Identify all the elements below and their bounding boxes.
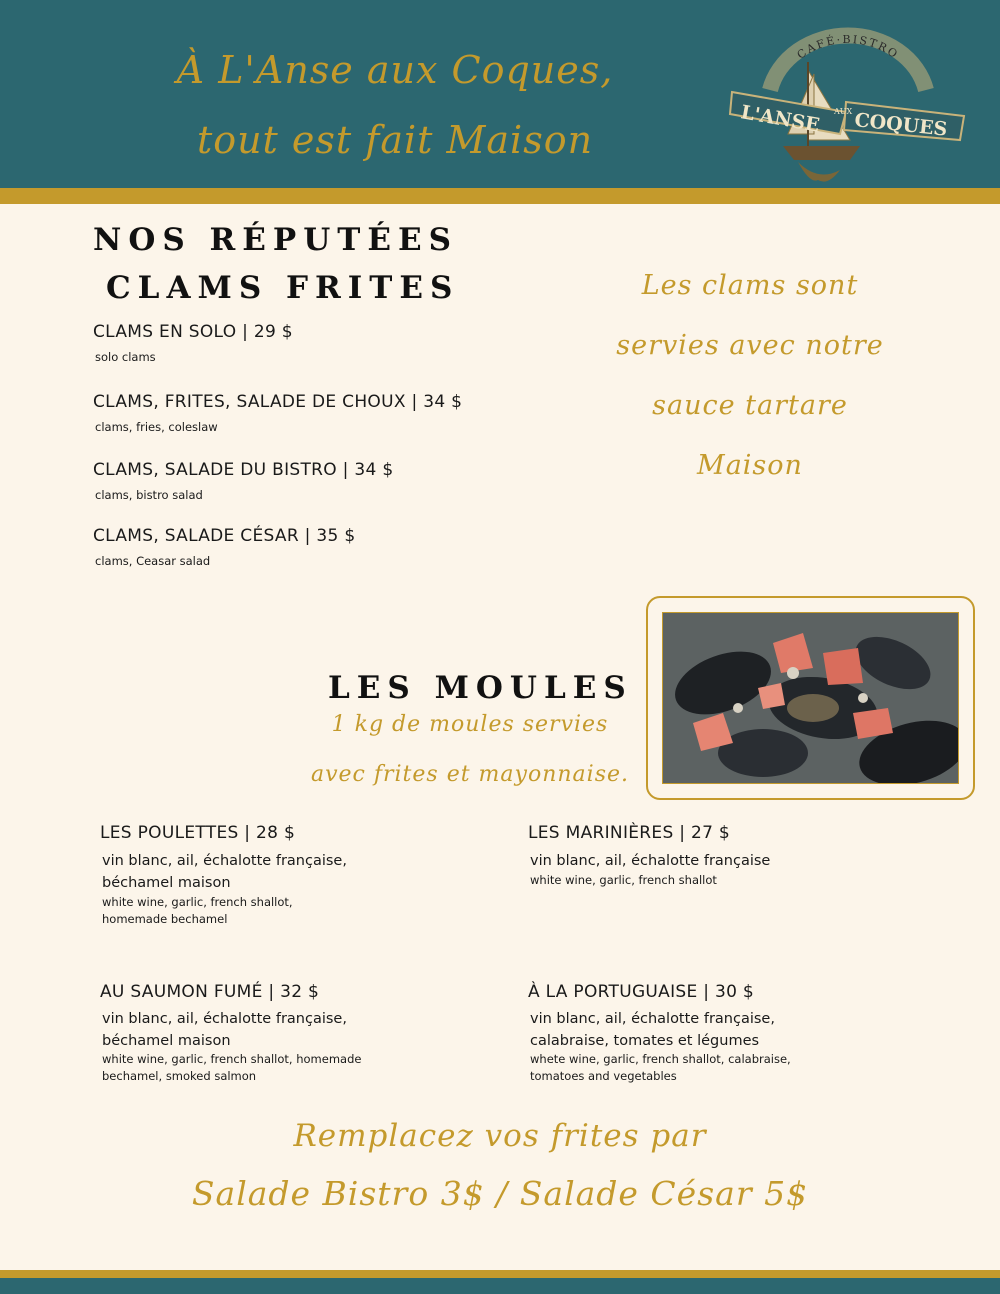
clams-title-line2: CLAMS FRITES (106, 270, 460, 306)
mussels-item-desc (102, 1008, 422, 1052)
tartar-note-line: Les clams sont (641, 270, 859, 301)
mussels-photo (662, 612, 959, 784)
mussels-english-line: tomatoes and vegetables (530, 1069, 677, 1083)
mussels-item-english (530, 872, 870, 889)
cafe-bistro-logo (728, 22, 968, 187)
mussels-desc-line: vin blanc, ail, échalotte française, (102, 1011, 347, 1027)
clams-item-english: clams, Ceasar salad (95, 554, 211, 568)
mussels-desc-line: béchamel maison (102, 875, 231, 891)
mussels-item-desc (102, 850, 422, 894)
clams-item-name: CLAMS, SALADE CÉSAR | 35 $ (93, 526, 356, 546)
tagline-line2: tout est fait Maison (196, 118, 594, 162)
mussels-desc-line: vin blanc, ail, échalotte française, (530, 1011, 775, 1027)
mussels-english-line: white wine, garlic, french shallot, (102, 895, 293, 909)
logo-name-part2: AUX (834, 107, 853, 116)
tartar-note-line: sauce tartare (652, 390, 848, 421)
tagline-line1: À L'Anse aux Coques, (176, 48, 614, 92)
mussels-item-name: LES MARINIÈRES | 27 $ (528, 823, 731, 843)
mussels-english-line: white wine, garlic, french shallot (530, 873, 717, 887)
tartar-note-line: servies avec notre (616, 330, 884, 361)
mussels-title: LES MOULES (328, 670, 633, 706)
clams-item-english: solo clams (95, 350, 156, 364)
mussels-desc-line: béchamel maison (102, 1033, 231, 1049)
mussels-english-line: homemade bechamel (102, 912, 228, 926)
logo-name-part3: COQUES (853, 109, 949, 141)
fries-substitution-line2: Salade Bistro 3$ / Salade César 5$ (191, 1174, 809, 1213)
mussels-item-desc (530, 850, 850, 872)
logo-top-text: CAFÉ·BISTRO (794, 32, 902, 62)
clams-item-english: clams, fries, coleslaw (95, 420, 218, 434)
mussels-desc-line: vin blanc, ail, échalotte française (530, 853, 771, 869)
mussels-english-line: bechamel, smoked salmon (102, 1069, 257, 1083)
mussels-subtitle-line2: avec frites et mayonnaise. (310, 762, 629, 787)
mussels-item-name: À LA PORTUGUAISE | 30 $ (528, 982, 755, 1002)
logo-name-part1: L'ANSE (739, 101, 822, 137)
fries-substitution-line1: Remplacez vos frites par (293, 1118, 707, 1154)
mussels-english-line: white wine, garlic, french shallot, homemade (102, 1052, 362, 1066)
clams-item-name: CLAMS, SALADE DU BISTRO | 34 $ (93, 460, 394, 480)
mussels-item-desc (530, 1008, 870, 1052)
clams-item-english: clams, bistro salad (95, 488, 203, 502)
clams-title-line1: NOS RÉPUTÉES (93, 222, 458, 258)
clams-item-name: CLAMS EN SOLO | 29 $ (93, 322, 293, 342)
mussels-subtitle-line1: 1 kg de moules servies (331, 712, 609, 737)
mussels-item-name: AU SAUMON FUMÉ | 32 $ (100, 982, 320, 1002)
mussels-item-english (102, 894, 442, 928)
mussels-desc-line: vin blanc, ail, échalotte française, (102, 853, 347, 869)
mussels-item-english (530, 1051, 870, 1085)
header-gold-stripe (0, 188, 1000, 204)
footer-gold-stripe (0, 1270, 1000, 1278)
clams-item-name: CLAMS, FRITES, SALADE DE CHOUX | 34 $ (93, 392, 463, 412)
mussels-desc-line: calabraise, tomates et légumes (530, 1033, 760, 1049)
mussels-english-line: whete wine, garlic, french shallot, calabraise, (530, 1052, 791, 1066)
mussels-item-name: LES POULETTES | 28 $ (100, 823, 296, 843)
mussels-photo-frame (646, 596, 975, 800)
footer-banner (0, 1278, 1000, 1294)
tartar-note-line: Maison (697, 450, 803, 481)
mussels-item-english (102, 1051, 442, 1085)
